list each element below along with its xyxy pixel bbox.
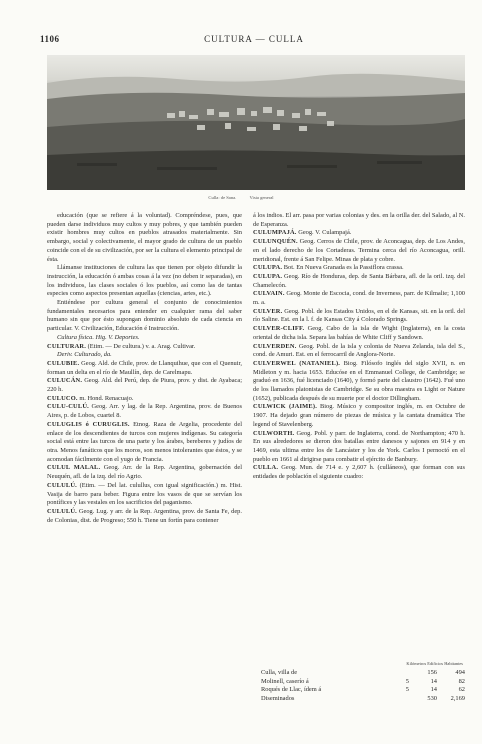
dictionary-entry: CULU-CULÚ. Geog. Arr. y lag. de la Rep. Argentina, prov. de Buenos Aires, p. de Lobos, cuartel 8. [47, 403, 242, 420]
page-header [40, 34, 468, 46]
population-table [261, 660, 465, 704]
dictionary-entry: CULLA. Geog. Mun. de 714 e. y 2,607 h. (culláneos), que forman con sus entidades de población el siguiente cuadro: [253, 464, 465, 481]
town-photo [47, 55, 465, 190]
photo-caption-right: Vista general [249, 195, 274, 200]
photo-caption [0, 195, 482, 200]
dictionary-entry: CULVERWEL (NATANIEL). Biog. Filósofo inglés del siglo XVII, n. en Midleton y m. hacia 1653. Educóse en el Emmanuel College, de Cambridge; se graduó en 1636, fué licenciado (1640), y formó parte del claustro (1642). Fué uno de los llamados platonistas de Cambridge. Se su obra maestra es Light or Nature (1652), publicada después de su muerte por el doctor Dillingham. [253, 359, 465, 402]
dictionary-entry: CULUCO. m. Hond. Renacuajo. [47, 394, 134, 402]
dictionary-entry: CULWORTH. Geog. Pobl. y parr. de Inglaterra, cond. de Northampton; 470 h. En sus alrededores se dieron dos batallas entre danesos y sajones en 914 y en 1469, esta ultima entre los de Lancáster y los de York. Carlos I pernoctó en el pueblo en 1661 al dirigirse para combatir el ejército de Banbury. [253, 429, 465, 463]
running-title: CULTURA — CULLA [204, 34, 304, 44]
left-column [47, 212, 242, 525]
table-row: Roqués de Llac, ídem á 5 14 62 [261, 686, 465, 694]
dictionary-entry: Cultura física. Hig. V. Deportes. [57, 333, 140, 341]
dictionary-entry: á los indios. El arr. pasa por varias colonias y des. en la orilla der. del Salado, al N. de Esperanza. [253, 212, 465, 228]
dictionary-entry: CULULÚ. Geog. Lug. y arr. de la Rep. Argentina, prov. de Santa Fe, dep. de Colonias, dist. de Progreso; 550 h. Tiene un fortín para contener [47, 507, 242, 524]
dictionary-entry: CULUPA. Bot. En Nueva Granada es la Passiflora crassa. [253, 264, 404, 272]
dictionary-entry: CULUPA. Geog. Río de Honduras, dep. de Santa Bárbara, afl. de la oril. izq. del Chamelecón. [253, 272, 465, 289]
population-table-headers: Kilómetros Edificios Habitantes [406, 661, 463, 666]
dictionary-entry: CULTURAR. (Etim. — De cultura.) v. a. Arag. Cultivar. [47, 342, 196, 350]
dictionary-entry: educación (que se refiere á la voluntad). Compréndese, pues, que pueden darse individuos muy cultos y muy pobres, y que también pueden existir hombres muy cultos en pueblos atrasados materialmente. Sin embargo, social y colectivamente, el mayor grado de cultura de un pueblo coincide con el de su civilización, por ser la cultura el elemento principal de ésta. [47, 212, 242, 263]
dictionary-entry: CULVER. Geog. Pobl. de los Estados Unidos, en el de Kansas, sit. en la oril. del río Saline. Est. en la l. f. de Kansas City á Colorado Springs. [253, 307, 465, 324]
dictionary-entry: CULVERDEN. Geog. Pobl. de la isla y colonia de Nueva Zelanda, isla del S., cond. de Amuri. Est. en el ferrocarril de Anglora-Norte. [253, 342, 465, 359]
table-row: Molinell, caserío á 5 14 82 [261, 677, 465, 685]
dictionary-entry: Deriv. Culturado, da. [57, 351, 112, 359]
table-row: Diseminados 530 2,169 [261, 695, 465, 703]
right-column [253, 212, 465, 482]
dictionary-entry: CULULÚ. (Etim. — Del lat. culullus, con igual significación.) m. Hist. Vasija de barro para beber. Figura entre los vasos de que se servían los pontífices y las vestales en los sacrificios del paganismo. [47, 481, 242, 507]
dictionary-entry: CULVAIN. Geog. Monte de Escocia, cond. de Inverness, parr. de Kilmalie; 1,100 m. a. [253, 290, 465, 307]
dictionary-entry: CULUMPAJÁ. Geog. V. Culampajá. [253, 229, 352, 237]
table-row: Culla, villa de 156 494 [261, 669, 465, 676]
dictionary-entry: Entiéndese por cultura general el conjunto de conocimientos fundamentales necesarios para entender en cualquier rama del saber humano sin que por ésto supongan dominio absoluto de cada ciencia en particular. V. Civilización, Educación é Instrucción. [47, 299, 242, 333]
dictionary-entry: CULUNQUÉN. Geog. Cerros de Chile, prov. de Aconcagua, dep. de Los Andes, en el lado derecho de los Cortaderas. Termina cerca del río Aconcagua, orill. meridional, frente á San Felipe. Minas de plata y cobre. [253, 238, 465, 263]
dictionary-entry: CULVER-CLIFF. Geog. Cabo de la isla de Wight (Inglaterra), en la costa oriental de dicha isla. Separa las bahías de White Cliff y Sandown. [253, 325, 465, 341]
dictionary-entry: CULWICK (JAIME). Biog. Músico y compositor inglés, m. en Octubre de 1907. Ha dejado gran número de piezas de música y la cantata dramática The legend of Stavelenberg. [253, 403, 465, 428]
dictionary-entry: CULUBIE. Geog. Ald. de Chile, prov. de Llanquihue, que con el Quenuir, forman un delta en el río de Maullín, dep. de Carelmapu. [47, 359, 242, 376]
dictionary-entry: CULUGLIS ó CURUGLIS. Etnog. Raza de Argelia, procedente del enlace de los descendientes de turcos con mujeres indígenas. Su categoría social está entre las turcos de una parte y los árabes, bereberes y judíos de otra. Menos fanáticos que los moros, son menos intolerantes que éstos, y se acomodan fácilmente con el yugo de Francia. [47, 420, 242, 463]
photo-caption-left: Culla: de Sana. [208, 195, 237, 200]
town-photo-drawing [47, 55, 465, 190]
dictionary-entry: CULUCÁN. Geog. Ald. del Perú, dep. de Piura, prov. y dist. de Ayabaca; 220 h. [47, 377, 242, 394]
dictionary-entry: CULUL MALAL. Geog. Arr. de la Rep. Argentina, gobernación del Neuquén, afl. de la izq. del río Agrio. [47, 464, 243, 481]
dictionary-entry: Llámanse instituciones de cultura las que tienen por objeto difundir la instrucción, la educación ó ambas cosas á la vez (no deben ir separadas), en los individuos, las clases sociales ó los pueblos, así como las de tantas especies como aspectos presentan aquellas (ciencias, artes, etc.). [47, 264, 242, 298]
page-number: 1106 [40, 34, 60, 44]
